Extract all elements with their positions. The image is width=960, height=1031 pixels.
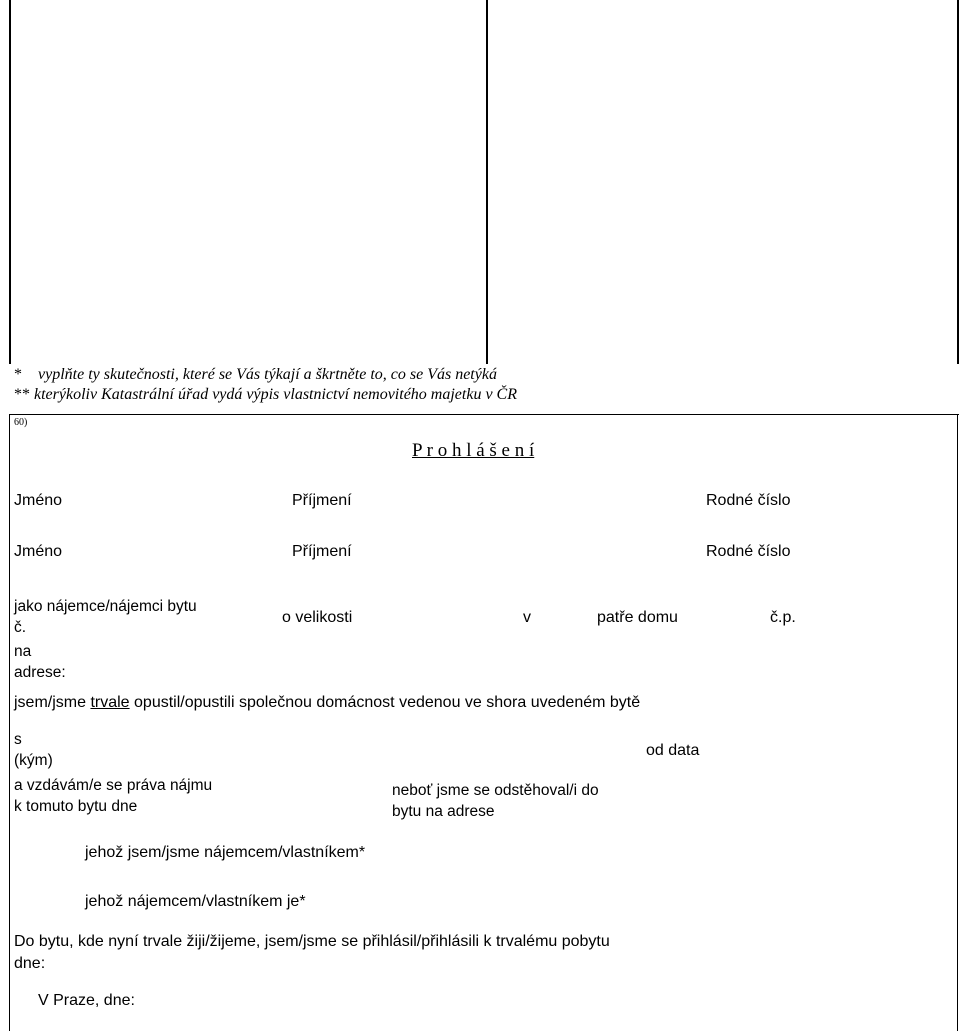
moved-label-line1: neboť jsme se odstěhoval/i do [392,782,599,799]
flat-size-label: o velikosti [282,609,353,626]
first-name-label-1: Jméno [14,492,63,509]
left-household-rest: opustil/opustili společnou domácnost vedenou ve shora uvedeném bytě [129,694,641,711]
top-box-center-divider [486,0,488,364]
whose-we-label: jehož jsem/jsme nájemcem/vlastníkem* [85,844,366,861]
left-household-underlined: trvale [90,694,130,711]
address-label-line1: na [14,643,32,660]
footnote-2 [14,386,517,404]
surname-label-2: Příjmení [292,543,352,560]
footnote-1-mark: * [14,366,22,383]
footnote-2-mark: ** [14,386,30,403]
form-title: P r o h l á š e n í [412,440,535,461]
waive-label-line1: a vzdávám/e se práva nájmu [14,777,213,794]
floor-in-label: v [523,609,531,626]
registered-label-line1: Do bytu, kde nyní trvale žiji/žijeme, jsem/jsme se přihlásil/přihlásili k trvalému pobytu [14,933,610,950]
from-date-label: od data [646,742,700,759]
waive-label-line2: k tomuto bytu dne [14,798,138,815]
birth-number-label-1: Rodné číslo [706,492,791,509]
top-box-left-border [9,0,11,364]
house-number-label: č.p. [770,609,796,626]
birth-number-label-2: Rodné číslo [706,543,791,560]
top-box-right-border [957,0,959,364]
footnote-2-text: kterýkoliv Katastrální úřad vydá výpis vlastnictví nemovitého majetku v ČR [34,386,517,403]
with-label-line2: (kým) [14,752,53,769]
form-left-border [9,414,10,1031]
registered-label-line2: dne: [14,955,46,972]
left-household-statement [14,694,640,712]
left-household-prefix: jsem/jsme [14,694,91,711]
tenant-label-line2: č. [14,619,27,636]
with-label-line1: s [14,731,22,748]
moved-label-line2: bytu na adrese [392,803,495,820]
place-date-label: V Praze, dne: [38,992,135,1009]
floor-label: patře domu [597,609,678,626]
footnote-1 [14,366,497,384]
footnote-reference: 60) [14,417,28,428]
form-right-border [957,414,958,1031]
footnote-1-text: vyplňte ty skutečnosti, které se Vás týkají a škrtněte to, co se Vás netýká [38,366,497,383]
whose-is-label: jehož nájemcem/vlastníkem je* [85,893,306,910]
first-name-label-2: Jméno [14,543,63,560]
address-label-line2: adrese: [14,664,66,681]
form-top-border [9,414,959,415]
surname-label-1: Příjmení [292,492,352,509]
tenant-label-line1: jako nájemce/nájemci bytu [14,598,197,615]
